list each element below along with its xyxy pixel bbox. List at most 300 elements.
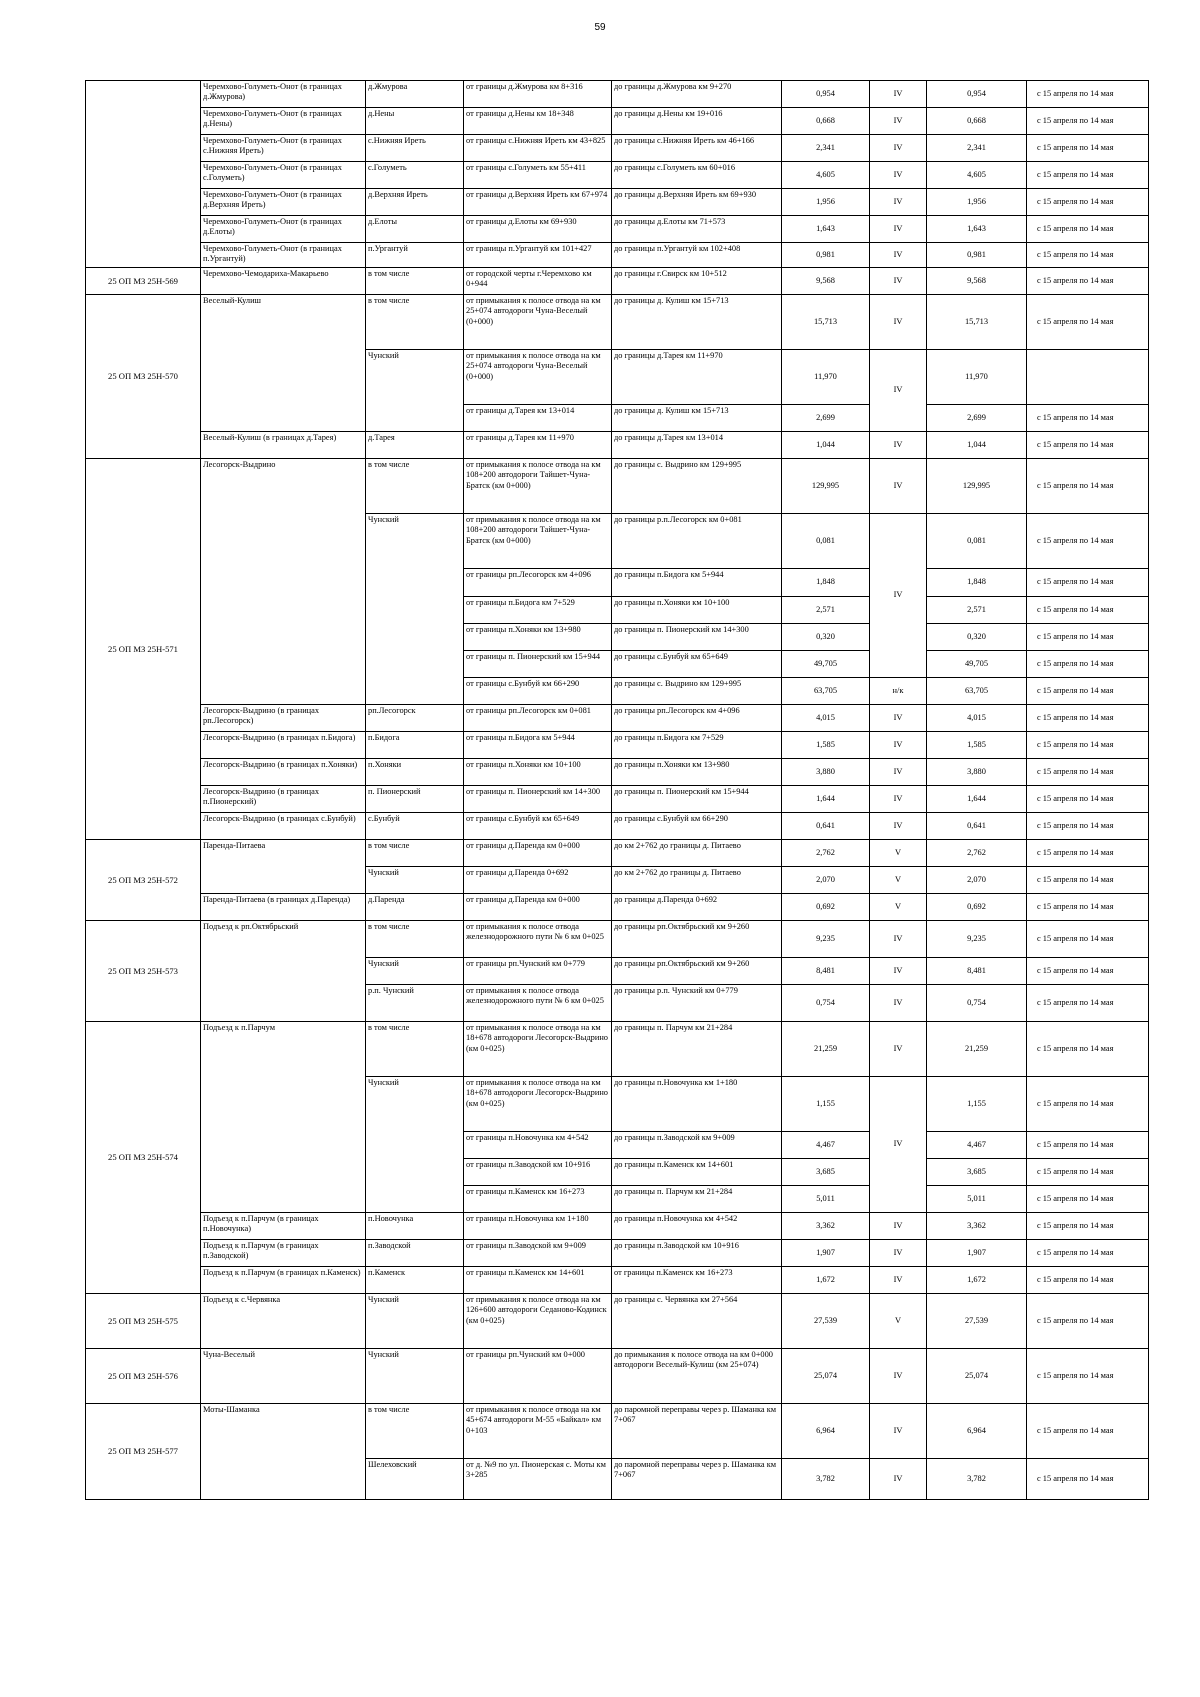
start-point: от примыкания к полосе отвода на км 126+600 автодороги Седаново-Кодинск (км 0+025) <box>464 1294 612 1349</box>
district: п.Заводской <box>366 1240 464 1267</box>
road-category: IV <box>870 1267 927 1294</box>
restriction-period: с 15 апреля по 14 мая <box>1027 1240 1149 1267</box>
district: п.Новочунка <box>366 1213 464 1240</box>
length-km: 129,995 <box>782 459 870 514</box>
start-point: от границы д.Паренда км 0+000 <box>464 840 612 867</box>
restricted-length-km: 0,954 <box>927 81 1027 108</box>
road-name: Паренда-Питаева <box>201 840 366 894</box>
end-point: до границы рп.Октябрьский км 9+260 <box>612 958 782 985</box>
restricted-length-km: 11,970 <box>927 350 1027 405</box>
restriction-period: с 15 апреля по 14 мая <box>1027 1159 1149 1186</box>
end-point: до границы с. Червянка км 27+564 <box>612 1294 782 1349</box>
district: рп.Лесогорск <box>366 705 464 732</box>
road-category: н/к <box>870 678 927 705</box>
length-km: 4,467 <box>782 1132 870 1159</box>
start-point: от примыкания к полосе отвода на км 108+200 автодороги Тайшет-Чуна-Братск (км 0+000) <box>464 514 612 569</box>
district: Чунский <box>366 1294 464 1349</box>
table-row <box>86 189 1149 216</box>
road-category: IV <box>870 1349 927 1404</box>
restriction-period: с 15 апреля по 14 мая <box>1027 759 1149 786</box>
district: Чунский <box>366 350 464 432</box>
table-row <box>86 216 1149 243</box>
road-category: IV <box>870 216 927 243</box>
start-point: от границы д.Паренда 0+692 <box>464 867 612 894</box>
start-point: от границы д.Нены км 18+348 <box>464 108 612 135</box>
start-point: от границы п.Новочунка км 4+542 <box>464 1132 612 1159</box>
district: д.Паренда <box>366 894 464 921</box>
start-point: от границы п.Бидога км 5+944 <box>464 732 612 759</box>
end-point: до паромной переправы через р. Шаманка км 7+067 <box>612 1404 782 1459</box>
table-row <box>86 1240 1149 1267</box>
road-category: IV <box>870 295 927 350</box>
restriction-period: с 15 апреля по 14 мая <box>1027 135 1149 162</box>
restriction-period: с 15 апреля по 14 мая <box>1027 1267 1149 1294</box>
road-category: IV <box>870 135 927 162</box>
road-code: 25 ОП МЗ 25Н-569 <box>86 268 201 295</box>
restricted-length-km: 1,643 <box>927 216 1027 243</box>
end-point: до границы п. Пионерский км 14+300 <box>612 624 782 651</box>
end-point: до границы п.Бидога км 7+529 <box>612 732 782 759</box>
length-km: 1,044 <box>782 432 870 459</box>
road-category: IV <box>870 813 927 840</box>
road-name: Черемхово-Голуметь-Онот (в границах д.Жмурова) <box>201 81 366 108</box>
road-code: 25 ОП МЗ 25Н-573 <box>86 921 201 1022</box>
table-row <box>86 1267 1149 1294</box>
start-point: от примыкания к полосе отвода железнодорожного пути № 6 км 0+025 <box>464 921 612 958</box>
road-name: Черемхово-Голуметь-Онот (в границах д.Елоты) <box>201 216 366 243</box>
district: д.Тарея <box>366 432 464 459</box>
road-code: 25 ОП МЗ 25Н-575 <box>86 1294 201 1349</box>
road-code: 25 ОП МЗ 25Н-574 <box>86 1022 201 1294</box>
road-category: IV <box>870 432 927 459</box>
length-km: 1,907 <box>782 1240 870 1267</box>
table-row <box>86 81 1149 108</box>
district: в том числе <box>366 840 464 867</box>
restriction-period: с 15 апреля по 14 мая <box>1027 732 1149 759</box>
start-point: от границы д.Тарея км 11+970 <box>464 432 612 459</box>
road-category: IV <box>870 243 927 268</box>
road-name: Подъезд к п.Парчум (в границах п.Каменск) <box>201 1267 366 1294</box>
end-point: до границы п. Парчум км 21+284 <box>612 1186 782 1213</box>
restricted-length-km: 3,880 <box>927 759 1027 786</box>
length-km: 11,970 <box>782 350 870 405</box>
restriction-period: с 15 апреля по 14 мая <box>1027 1022 1149 1077</box>
restricted-length-km: 9,235 <box>927 921 1027 958</box>
restriction-period: с 15 апреля по 14 мая <box>1027 840 1149 867</box>
district: д.Елоты <box>366 216 464 243</box>
road-category: IV <box>870 705 927 732</box>
road-category: IV <box>870 1240 927 1267</box>
district: с.Нижняя Иреть <box>366 135 464 162</box>
length-km: 9,235 <box>782 921 870 958</box>
road-name: Паренда-Питаева (в границах д.Паренда) <box>201 894 366 921</box>
road-category: IV <box>870 1022 927 1077</box>
table-row <box>86 921 1149 958</box>
road-category: IV <box>870 162 927 189</box>
end-point: до км 2+762 до границы д. Питаево <box>612 840 782 867</box>
district: д.Жмурова <box>366 81 464 108</box>
restriction-period: с 15 апреля по 14 мая <box>1027 189 1149 216</box>
road-name: Чуна-Веселый <box>201 1349 366 1404</box>
road-code: 25 ОП МЗ 25Н-572 <box>86 840 201 921</box>
road-name: Моты-Шаманка <box>201 1404 366 1500</box>
restriction-period: с 15 апреля по 14 мая <box>1027 1294 1149 1349</box>
road-category: V <box>870 840 927 867</box>
restriction-period: с 15 апреля по 14 мая <box>1027 894 1149 921</box>
road-code: 25 ОП МЗ 25Н-570 <box>86 295 201 459</box>
restriction-period: с 15 апреля по 14 мая <box>1027 243 1149 268</box>
start-point: от границы д.Паренда км 0+000 <box>464 894 612 921</box>
end-point: до границы с. Выдрино км 129+995 <box>612 678 782 705</box>
length-km: 4,015 <box>782 705 870 732</box>
end-point: до границы п. Парчум км 21+284 <box>612 1022 782 1077</box>
start-point: от примыкания к полосе отвода на км 108+200 автодороги Тайшет-Чуна-Братск (км 0+000) <box>464 459 612 514</box>
restriction-period <box>1027 350 1149 405</box>
start-point: от границы п. Пионерский км 15+944 <box>464 651 612 678</box>
table-row <box>86 1404 1149 1459</box>
start-point: от городской черты г.Черемхово км 0+944 <box>464 268 612 295</box>
road-name: Подъезд к рп.Октябрьский <box>201 921 366 1022</box>
restriction-period: с 15 апреля по 14 мая <box>1027 678 1149 705</box>
road-category: IV <box>870 108 927 135</box>
length-km: 1,956 <box>782 189 870 216</box>
table-row <box>86 1213 1149 1240</box>
restriction-period: с 15 апреля по 14 мая <box>1027 651 1149 678</box>
restricted-length-km: 0,081 <box>927 514 1027 569</box>
length-km: 1,644 <box>782 786 870 813</box>
road-name: Лесогорск-Выдрино (в границах рп.Лесогорск) <box>201 705 366 732</box>
road-category: IV <box>870 1404 927 1459</box>
length-km: 3,880 <box>782 759 870 786</box>
length-km: 25,074 <box>782 1349 870 1404</box>
restriction-period: с 15 апреля по 14 мая <box>1027 705 1149 732</box>
district: д.Верхняя Иреть <box>366 189 464 216</box>
length-km: 0,754 <box>782 985 870 1022</box>
length-km: 0,641 <box>782 813 870 840</box>
road-name: Черемхово-Голуметь-Онот (в границах п.Ургантуй) <box>201 243 366 268</box>
restriction-period: с 15 апреля по 14 мая <box>1027 786 1149 813</box>
district: с.Голуметь <box>366 162 464 189</box>
end-point: до границы д. Кулиш км 15+713 <box>612 295 782 350</box>
start-point: от границы п.Заводской км 9+009 <box>464 1240 612 1267</box>
length-km: 1,643 <box>782 216 870 243</box>
table-row <box>86 813 1149 840</box>
district: р.п. Чунский <box>366 985 464 1022</box>
district: в том числе <box>366 268 464 295</box>
end-point: до границы п.Заводской км 10+916 <box>612 1240 782 1267</box>
start-point: от примыкания к полосе отвода на км 25+074 автодороги Чуна-Веселый (0+000) <box>464 295 612 350</box>
length-km: 1,155 <box>782 1077 870 1132</box>
road-name: Подъезд к п.Парчум (в границах п.Новочунка) <box>201 1213 366 1240</box>
length-km: 9,568 <box>782 268 870 295</box>
restricted-length-km: 2,699 <box>927 405 1027 432</box>
district: Чунский <box>366 514 464 705</box>
road-category: V <box>870 1294 927 1349</box>
length-km: 63,705 <box>782 678 870 705</box>
road-category: IV <box>870 1077 927 1213</box>
road-category: IV <box>870 268 927 295</box>
start-point: от примыкания к полосе отвода на км 18+678 автодороги Лесогорск-Выдрино (км 0+025) <box>464 1077 612 1132</box>
restricted-length-km: 9,568 <box>927 268 1027 295</box>
restriction-period: с 15 апреля по 14 мая <box>1027 597 1149 624</box>
restriction-period: с 15 апреля по 14 мая <box>1027 958 1149 985</box>
road-name: Подъезд к п.Парчум (в границах п.Заводской) <box>201 1240 366 1267</box>
end-point: до границы д.Тарея км 11+970 <box>612 350 782 405</box>
district: с.Бунбуй <box>366 813 464 840</box>
restricted-length-km: 0,754 <box>927 985 1027 1022</box>
page-number: 59 <box>594 22 606 33</box>
start-point: от границы рп.Лесогорск км 4+096 <box>464 569 612 597</box>
length-km: 0,320 <box>782 624 870 651</box>
length-km: 1,848 <box>782 569 870 597</box>
start-point: от границы д.Тарея км 13+014 <box>464 405 612 432</box>
end-point: до примыкания к полосе отвода на км 0+000 автодороги Веселый-Кулиш (км 25+074) <box>612 1349 782 1404</box>
start-point: от границы п.Хоняки км 13+980 <box>464 624 612 651</box>
start-point: от границы с.Бунбуй км 66+290 <box>464 678 612 705</box>
road-category: IV <box>870 1213 927 1240</box>
length-km: 2,341 <box>782 135 870 162</box>
start-point: от границы д.Елоты км 69+930 <box>464 216 612 243</box>
end-point: до границы с.Бунбуй км 66+290 <box>612 813 782 840</box>
district: в том числе <box>366 921 464 958</box>
end-point: до границы д.Нены км 19+016 <box>612 108 782 135</box>
district: Чунский <box>366 1077 464 1213</box>
restricted-length-km: 2,341 <box>927 135 1027 162</box>
length-km: 3,782 <box>782 1459 870 1500</box>
restriction-table <box>85 80 1149 1500</box>
end-point: до границы п.Хоняки км 13+980 <box>612 759 782 786</box>
end-point: до паромной переправы через р. Шаманка км 7+067 <box>612 1459 782 1500</box>
district: в том числе <box>366 459 464 514</box>
end-point: до границы п.Каменск км 14+601 <box>612 1159 782 1186</box>
end-point: до границы д.Тарея км 13+014 <box>612 432 782 459</box>
table-row <box>86 135 1149 162</box>
district: в том числе <box>366 1022 464 1077</box>
restriction-period: с 15 апреля по 14 мая <box>1027 1132 1149 1159</box>
length-km: 6,964 <box>782 1404 870 1459</box>
end-point: до границы п.Ургантуй км 102+408 <box>612 243 782 268</box>
table-row <box>86 1349 1149 1404</box>
road-code: 25 ОП МЗ 25Н-577 <box>86 1404 201 1500</box>
road-category: IV <box>870 81 927 108</box>
start-point: от границы д.Верхняя Иреть км 67+974 <box>464 189 612 216</box>
restricted-length-km: 3,782 <box>927 1459 1027 1500</box>
restricted-length-km: 63,705 <box>927 678 1027 705</box>
end-point: до границы д.Елоты км 71+573 <box>612 216 782 243</box>
end-point: до границы с.Нижняя Иреть км 46+166 <box>612 135 782 162</box>
road-name: Веселый-Кулиш <box>201 295 366 432</box>
end-point: до границы д.Жмурова км 9+270 <box>612 81 782 108</box>
restricted-length-km: 15,713 <box>927 295 1027 350</box>
road-name: Лесогорск-Выдрино (в границах п.Хоняки) <box>201 759 366 786</box>
road-name: Черемхово-Голуметь-Онот (в границах д.Нены) <box>201 108 366 135</box>
restriction-period: с 15 апреля по 14 мая <box>1027 1077 1149 1132</box>
road-name: Подъезд к с.Червянка <box>201 1294 366 1349</box>
table-row <box>86 759 1149 786</box>
restriction-period: с 15 апреля по 14 мая <box>1027 162 1149 189</box>
restriction-period: с 15 апреля по 14 мая <box>1027 405 1149 432</box>
length-km: 0,954 <box>782 81 870 108</box>
table-row <box>86 786 1149 813</box>
table-row <box>86 268 1149 295</box>
table-row <box>86 295 1149 350</box>
road-category: IV <box>870 786 927 813</box>
district: д.Нены <box>366 108 464 135</box>
length-km: 0,981 <box>782 243 870 268</box>
table-row <box>86 162 1149 189</box>
restriction-period: с 15 апреля по 14 мая <box>1027 985 1149 1022</box>
restricted-length-km: 27,539 <box>927 1294 1027 1349</box>
road-name: Черемхово-Чемодариха-Макарьево <box>201 268 366 295</box>
length-km: 0,081 <box>782 514 870 569</box>
restriction-period: с 15 апреля по 14 мая <box>1027 1186 1149 1213</box>
table-row <box>86 894 1149 921</box>
start-point: от д. №9 по ул. Пионерская с. Моты км 3+285 <box>464 1459 612 1500</box>
road-name: Лесогорск-Выдрино <box>201 459 366 705</box>
road-category: V <box>870 867 927 894</box>
start-point: от границы п.Хоняки км 10+100 <box>464 759 612 786</box>
district: Чунский <box>366 867 464 894</box>
length-km: 2,699 <box>782 405 870 432</box>
start-point: от границы д.Жмурова км 8+316 <box>464 81 612 108</box>
table-row <box>86 243 1149 268</box>
restricted-length-km: 0,981 <box>927 243 1027 268</box>
end-point: до границы п.Бидога км 5+944 <box>612 569 782 597</box>
length-km: 0,668 <box>782 108 870 135</box>
road-category: IV <box>870 189 927 216</box>
road-name: Лесогорск-Выдрино (в границах п.Пионерский) <box>201 786 366 813</box>
end-point: до границы п.Новочунка км 4+542 <box>612 1213 782 1240</box>
restricted-length-km: 8,481 <box>927 958 1027 985</box>
restricted-length-km: 6,964 <box>927 1404 1027 1459</box>
road-code: 25 ОП МЗ 25Н-576 <box>86 1349 201 1404</box>
end-point: от границы п.Каменск км 16+273 <box>612 1267 782 1294</box>
restricted-length-km: 1,672 <box>927 1267 1027 1294</box>
restriction-period: с 15 апреля по 14 мая <box>1027 1349 1149 1404</box>
restricted-length-km: 1,044 <box>927 432 1027 459</box>
restriction-period: с 15 апреля по 14 мая <box>1027 1459 1149 1500</box>
restricted-length-km: 1,155 <box>927 1077 1027 1132</box>
length-km: 2,762 <box>782 840 870 867</box>
restricted-length-km: 2,762 <box>927 840 1027 867</box>
restricted-length-km: 3,685 <box>927 1159 1027 1186</box>
end-point: до границы с. Выдрино км 129+995 <box>612 459 782 514</box>
restricted-length-km: 0,641 <box>927 813 1027 840</box>
end-point: до границы п.Новочунка км 1+180 <box>612 1077 782 1132</box>
table-row <box>86 840 1149 867</box>
road-category: IV <box>870 514 927 678</box>
restriction-period: с 15 апреля по 14 мая <box>1027 624 1149 651</box>
road-category: IV <box>870 958 927 985</box>
road-name: Черемхово-Голуметь-Онот (в границах с.Нижняя Иреть) <box>201 135 366 162</box>
end-point: до границы п. Пионерский км 15+944 <box>612 786 782 813</box>
start-point: от границы п.Новочунка км 1+180 <box>464 1213 612 1240</box>
end-point: до границы д.Верхняя Иреть км 69+930 <box>612 189 782 216</box>
restricted-length-km: 4,467 <box>927 1132 1027 1159</box>
start-point: от примыкания к полосе отвода на км 18+678 автодороги Лесогорск-Выдрино (км 0+025) <box>464 1022 612 1077</box>
end-point: до границы р.п.Лесогорск км 0+081 <box>612 514 782 569</box>
start-point: от границы рп.Чунский км 0+779 <box>464 958 612 985</box>
restriction-period: с 15 апреля по 14 мая <box>1027 1213 1149 1240</box>
road-category: V <box>870 894 927 921</box>
district: п.Бидога <box>366 732 464 759</box>
length-km: 3,362 <box>782 1213 870 1240</box>
length-km: 3,685 <box>782 1159 870 1186</box>
end-point: до границы д.Паренда 0+692 <box>612 894 782 921</box>
road-category: IV <box>870 732 927 759</box>
start-point: от границы рп.Чунский км 0+000 <box>464 1349 612 1404</box>
end-point: до границы п.Заводской км 9+009 <box>612 1132 782 1159</box>
end-point: до границы п.Хоняки км 10+100 <box>612 597 782 624</box>
start-point: от примыкания к полосе отвода на км 45+674 автодороги М-55 «Байкал» км 0+103 <box>464 1404 612 1459</box>
restriction-period: с 15 апреля по 14 мая <box>1027 108 1149 135</box>
start-point: от границы рп.Лесогорск км 0+081 <box>464 705 612 732</box>
restricted-length-km: 21,259 <box>927 1022 1027 1077</box>
restricted-length-km: 49,705 <box>927 651 1027 678</box>
road-category: IV <box>870 1459 927 1500</box>
end-point: до границы с.Голуметь км 60+016 <box>612 162 782 189</box>
restriction-period: с 15 апреля по 14 мая <box>1027 569 1149 597</box>
end-point: до границы г.Свирск км 10+512 <box>612 268 782 295</box>
road-code: 25 ОП МЗ 25Н-571 <box>86 459 201 840</box>
length-km: 4,605 <box>782 162 870 189</box>
length-km: 2,571 <box>782 597 870 624</box>
restriction-period: с 15 апреля по 14 мая <box>1027 867 1149 894</box>
restriction-period: с 15 апреля по 14 мая <box>1027 1404 1149 1459</box>
restriction-period: с 15 апреля по 14 мая <box>1027 432 1149 459</box>
restriction-period: с 15 апреля по 14 мая <box>1027 81 1149 108</box>
table-row <box>86 732 1149 759</box>
restriction-period: с 15 апреля по 14 мая <box>1027 813 1149 840</box>
start-point: от границы п. Пионерский км 14+300 <box>464 786 612 813</box>
start-point: от границы с.Нижняя Иреть км 43+825 <box>464 135 612 162</box>
restriction-period: с 15 апреля по 14 мая <box>1027 921 1149 958</box>
road-category: IV <box>870 350 927 432</box>
end-point: до границы д. Кулиш км 15+713 <box>612 405 782 432</box>
district: п.Каменск <box>366 1267 464 1294</box>
district: Шелеховский <box>366 1459 464 1500</box>
road-category: IV <box>870 985 927 1022</box>
restricted-length-km: 129,995 <box>927 459 1027 514</box>
restricted-length-km: 5,011 <box>927 1186 1027 1213</box>
road-name: Лесогорск-Выдрино (в границах с.Бунбуй) <box>201 813 366 840</box>
road-category: IV <box>870 759 927 786</box>
restricted-length-km: 25,074 <box>927 1349 1027 1404</box>
restricted-length-km: 2,070 <box>927 867 1027 894</box>
restriction-period: с 15 апреля по 14 мая <box>1027 268 1149 295</box>
start-point: от границы п.Каменск км 16+273 <box>464 1186 612 1213</box>
length-km: 27,539 <box>782 1294 870 1349</box>
road-name: Черемхово-Голуметь-Онот (в границах с.Голуметь) <box>201 162 366 189</box>
table-row <box>86 1294 1149 1349</box>
length-km: 8,481 <box>782 958 870 985</box>
district: п.Хоняки <box>366 759 464 786</box>
end-point: до км 2+762 до границы д. Питаево <box>612 867 782 894</box>
length-km: 49,705 <box>782 651 870 678</box>
restricted-length-km: 1,848 <box>927 569 1027 597</box>
restriction-period: с 15 апреля по 14 мая <box>1027 295 1149 350</box>
length-km: 5,011 <box>782 1186 870 1213</box>
start-point: от границы п.Ургантуй км 101+427 <box>464 243 612 268</box>
table-row <box>86 1022 1149 1077</box>
restricted-length-km: 0,320 <box>927 624 1027 651</box>
road-category: IV <box>870 459 927 514</box>
table-row <box>86 459 1149 514</box>
restricted-length-km: 4,605 <box>927 162 1027 189</box>
length-km: 0,692 <box>782 894 870 921</box>
length-km: 1,585 <box>782 732 870 759</box>
restricted-length-km: 1,585 <box>927 732 1027 759</box>
